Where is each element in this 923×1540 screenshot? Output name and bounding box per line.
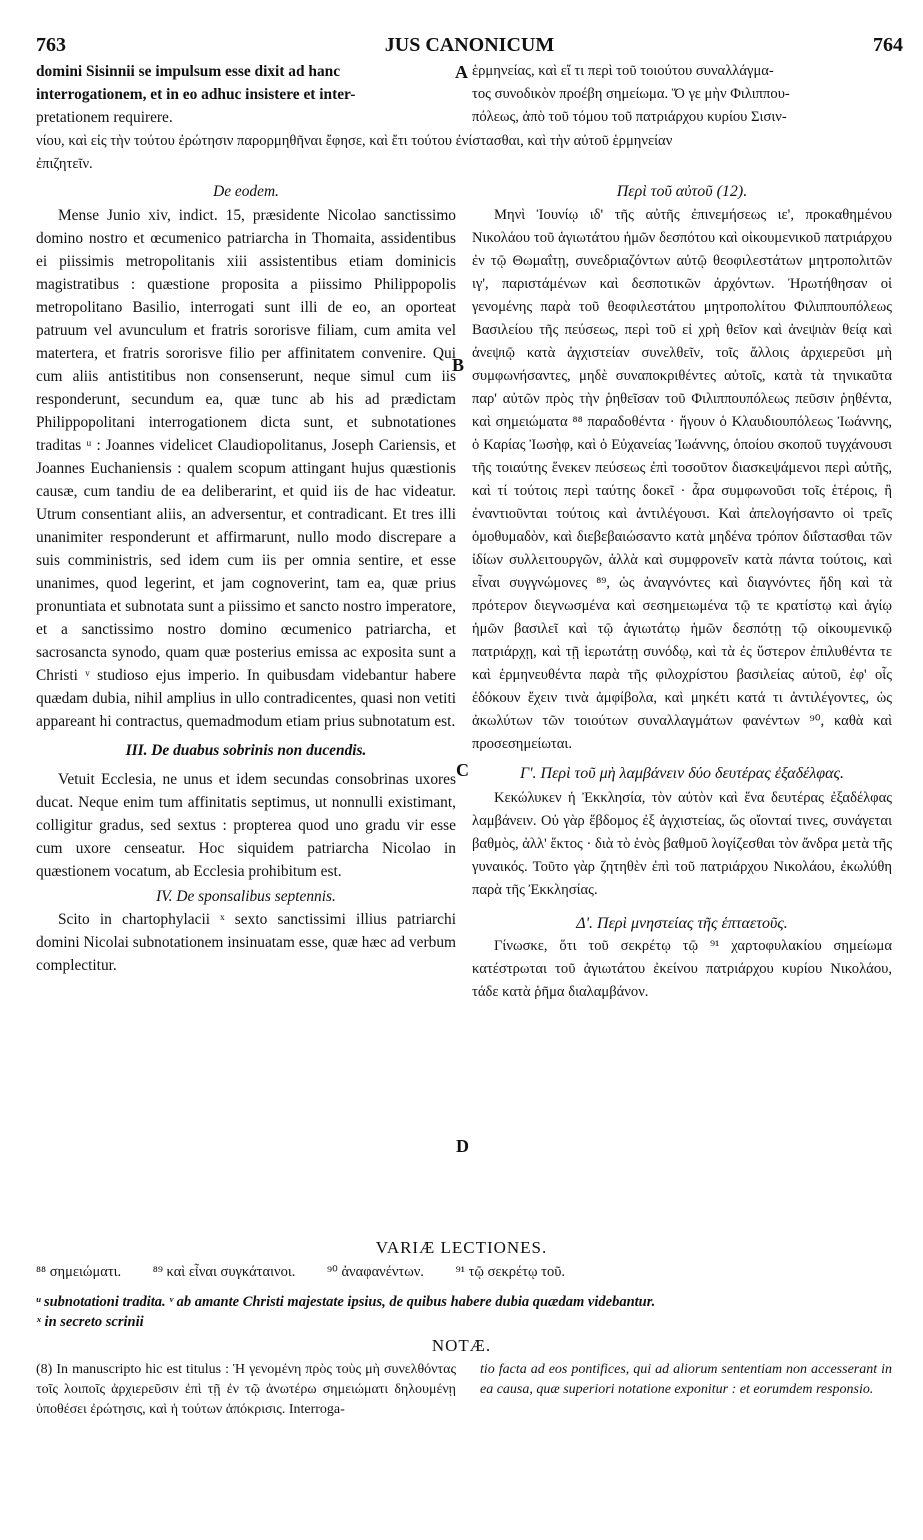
variant-item: ⁹¹ τῷ σεκρέτῳ τοῦ. <box>455 1264 565 1280</box>
latin-paragraph-4: Scito in chartophylacii ˣ sexto sanctissimi illius patriarchi domini Nicolai subnotationem insinuatam esse, quæ hæc ad verbum complectitur. <box>36 911 456 974</box>
greek-span-line-2: ἐπιζητεῖν. <box>36 156 93 172</box>
page-number-right: 764 <box>873 34 903 56</box>
variant-item: ⁹⁰ ἀναφανέντων. <box>326 1264 424 1280</box>
variant-item: ⁸⁸ σημειώματι. <box>36 1264 122 1280</box>
greek-top-line: πόλεως, ἀπὸ τοῦ τόμου τοῦ πατριάρχου κυρίου Σισιν- <box>472 109 787 125</box>
latin-top-line: pretationem requirere. <box>36 109 173 126</box>
latin-paragraph-3: Vetuit Ecclesia, ne unus et idem secundas consobrinas uxores ducat. Neque enim tum affinitatis septimus, ut nonnulli existimant, colligitur gradus, sed sextus : propterea quod uno gradu vir esse cum uxore censeatur. Hoc siquidem patriarcha Nicolao in quæstionem vocatum, ab Ecclesia prohibitum est. <box>36 771 456 880</box>
page-number-left: 763 <box>36 34 66 56</box>
latin-top-continuation <box>36 60 456 129</box>
latin-heading-iv: IV. De sponsalibus septennis. <box>156 888 336 905</box>
latin-top-line: interrogationem, et in eo adhuc insistere et inter- <box>36 86 356 103</box>
latin-heading-iii: III. De duabus sobrinis non ducendis. <box>125 742 367 759</box>
greek-paragraph-1: Μηνὶ Ἰουνίῳ ιδ' τῆς αὐτῆς ἐπινεμήσεως ιε', προκαθημένου Νικολάου τοῦ ἁγιωτάτου ἡμῶν δεσπότου καὶ οἰκουμενικοῦ πατριάρχου ἐν τῷ Θωμαΐτῃ, συνεδριαζόντων αὐτῷ θεοφιλεστάτων μητροπολιτῶν ιγ', παριστάμένων καὶ δεσποτικῶν ἀρχόντων. Ἠρωτήθησαν οἱ γενομένης παρὰ τοῦ θεοφιλεστάτου μητροπολίτου Φιλιππουπόλεως Βασιλείου τῆς πεύσεως, περὶ τοῦ εἰ χρὴ θεῖον καὶ ἀνεψιὰν θείᾳ καὶ ἀνεψιῷ κατὰ ἀγχιστείαν συνελθεῖν, τοῖς ἄλλοις ἀρχιερεῦσι μὴ συμφωνήσαντες, μηδὲ συναποκριθέντες αὐτοῖς, κατὰ τὰ τηνικαῦτα παρ' αὐτῶν πρὸς τὴν ῥηθεῖσαν τοῦ Φιλιππουπόλεως πεῦσιν ῥηθέντα, καὶ σημειώματα ⁸⁸ παραδοθέντα · ἤγουν ὁ Κλαυδιουπόλεως Ἰωάννης, ὁ Καρίας Ἰωσὴφ, καὶ ὁ Εὐχανείας Ἰωάννης, ὁποίου σκοποῦ τυγχάνουσι τῆς τοιαύτης ἕνεκεν πεύσεως ἐπὶ τοσοῦτον διασκεψάμενοι περὶ αὐτῆς, καὶ τί τούτοις περὶ ταύτης δοκεῖ · ἆρα συμφωνοῦσι τοῖς ἑτέροις, ἢ ἐναντιοῦνται τούτοις καὶ ἀντιλέγουσι. Καὶ ἀπελογήσαντο οἱ τρεῖς ὁμοθυμαδὸν, καὶ διεβεβαιώσαντο κατὰ μηδένα τρόπον διΐστασθαι τῶν ἰδίων συλλειτουργῶν, ἀλλὰ καὶ συμφρονεῖν κατὰ πάντα τούτοις, καὶ εἶναι συγγνώμονες ⁸⁹, ὡς ἀναγνόντες καὶ διαγνόντες ἤδη καὶ τὰ πρότερον διεγνωσμένα καὶ σεσημειωμένα τῷ τε κρατίστῳ καὶ ἁγίῳ ἡμῶν βασιλεῖ καὶ τῷ ἁγιωτάτῳ ἡμῶν δεσπότῃ τῷ οἰκουμενικῷ πατριάρχῃ, καὶ τῇ ἱερωτάτῃ συνόδῳ, καὶ τὰ ἐς ὕστερον ἐπιλυθέντα τε καὶ ἑρμηνευθέντα παρὰ τῆς φιλοχρίστου βασιλείας αὐτοῦ, ἐφ' οἷς ἐδόκουν ἔχειν τινὰ ἀμφίβολα, καὶ μηκέτι κατά τι ἀντιλέγοντες, ὡς ἀκωλύτων τῶν τοιούτων συναλλαγμάτων φανέντων ⁹⁰, καθὰ καὶ προσεσημείωται. <box>472 207 892 752</box>
greek-top-line: ἑρμηνείας, καὶ εἴ τι περὶ τοῦ τοιούτου συναλλάγμα- <box>472 63 774 79</box>
latin-column <box>36 180 456 977</box>
latin-heading-de-eodem: De eodem. <box>213 183 279 200</box>
margin-marker-a: A <box>455 62 468 82</box>
margin-marker-c: C <box>456 760 469 780</box>
greek-heading-1: Περὶ τοῦ αὐτοῦ (12). <box>616 183 748 200</box>
notae-right: tio facta ad eos pontifices, qui ad aliorum sententiam non accesserant in ea causa, quæ superiori notatione exponitur : et eorumdem responsio. <box>480 1362 892 1397</box>
greek-span-line: νίου, καὶ εἰς τὴν τούτου ἐρώτησιν παρορμηθῆναι ἔφησε, καὶ ἔτι τούτου ἐνίστασθαι, καὶ τὴν αὐτοῦ ἑρμηνείαν <box>36 133 673 149</box>
latin-paragraph-1: Mense Junio xiv, indict. 15, præsidente Nicolao sanctissimo domino nostro et œcumenico patriarcha in Thomaita, assidentibus ei piissimis metropolitanis xiii assistentibus etiam dominicis magistratibus : quæstione proposita a piissimo Philippopolis metropolitano Basilio, interrogati sunt illi de eo, an oporteat patruum vel avunculum et fratris sororisve filiam, cum amita vel matertera, et fratris sororisve filio per affinitatem convenire. Qui cum aliis antistitibus non consenserunt, neque simul cum iis responderunt, secundum ea, quæ tunc ab his ad prædictam Philippopolitani interrogationem dicta sunt, et subnotationes traditas ᵘ : Joannes videlicet Claudiopolitanus, Joseph Cariensis, et Joannes Euchaniensis : qualem scopum attingant hujus quæstionis causæ, cum tandiu de ea deliberarint, et quid iis de hac videatur. Utrum consentiant aliis, an adversentur, et contradicant. Et tres illi unanimiter responderunt et affirmarunt, nullo modo discrepare a suis comministris, sed idem cum iis per omnia sentire, et esse unanimes, quod legerint, et jam cognoverint, tam ea, quæ prius pronuntiata et subnotata sunt a piissimo et sancto nostro imperatore, et a sanctissimo nostro domino œcumenico patriarcha, et sacrosancta synodo, quam quæ posterius emissa ac exposita sunt a Christi ᵛ studioso ejus imperio. In quibusdam videbantur habere quædam dubia, nihil amplius in ullo contradicentes, quasi non vetiti appareant hi contractus, quemadmodum etiam prius subnotatum est. <box>36 207 456 730</box>
latin-top-line: domini Sisinnii se impulsum esse dixit ad hanc <box>36 63 341 80</box>
greek-top-continuation <box>472 60 892 129</box>
greek-paragraph-3: Κεκώλυκεν ἡ Ἐκκλησία, τὸν αὐτὸν καὶ ἕνα δευτέρας ἐξαδέλφας λαμβάνειν. Οὐ γὰρ ἕβδομος ἐξ ἀγχιστείας, ὥς οἴονταί τινες, συνάγεται βαθμὸς, ἀλλ' ἕκτος · διὰ τὸ ἑνὸς βαθμοῦ λογίζεσθαι τὸν ἄνδρα μετὰ τῆς γυναικός. Τοῦτο γὰρ ζητηθὲν ἐπὶ τοῦ πατριάρχου Νικολάου, ἐκωλύθη παρὰ τῆς Ἐκκλησίας. <box>472 790 892 898</box>
notae-left: (8) In manuscripto hic est titulus : Ἡ γενομένη πρὸς τοὺς μὴ συνελθόντας τοῖς λοιποῖς ἀρχιερεῦσιν ἐπὶ τῇ ἐν τῷ ἀνωτέρω σημειώματι δηλουμένῃ ὑποθέσει ἐρώτησις, καὶ ἡ τούτων ἀπόκρισις. Interroga- <box>36 1362 456 1417</box>
greek-paragraph-4: Γίνωσκε, ὅτι τοῦ σεκρέτῳ τῷ ⁹¹ χαρτοφυλακίου σημείωμα κατέστρωται τοῦ ἁγιωτάτου ἐκείνου πατριάρχου κυρίου Νικολάου, τάδε κατὰ ῥῆμα διαλαμβάνον. <box>472 938 892 1000</box>
notae-title: NOTÆ. <box>431 1336 492 1355</box>
greek-heading-4: Δ'. Περὶ μνηστείας τῆς ἑπταετοῦς. <box>576 915 788 932</box>
greek-heading-3: Γ'. Περὶ τοῦ μὴ λαμβάνειν δύο δευτέρας ἐξαδέλφας. <box>520 765 844 782</box>
greek-top-line: τος συνοδικὸν προέβη σημείωμα. Ὅ γε μὴν Φιλιππου- <box>472 86 790 102</box>
margin-marker-d: D <box>456 1136 469 1156</box>
variae-latin-line-1: ᵘ subnotationi tradita. ᵛ ab amante Christi majestate ipsius, de quibus habere dubia quædam videbantur. <box>36 1294 656 1310</box>
margin-marker-b: B <box>452 355 465 375</box>
variae-greek-list <box>36 1262 896 1282</box>
running-title: JUS CANONICUM <box>384 34 555 56</box>
variae-latin-line-2: ˣ in secreto scrinii <box>36 1314 144 1330</box>
greek-column <box>472 180 892 1004</box>
variant-item: ⁸⁹ καὶ εἶναι συγκάταινοι. <box>152 1264 296 1280</box>
page-header <box>36 34 903 60</box>
variae-lectiones-title: VARIÆ LECTIONES. <box>375 1238 548 1257</box>
